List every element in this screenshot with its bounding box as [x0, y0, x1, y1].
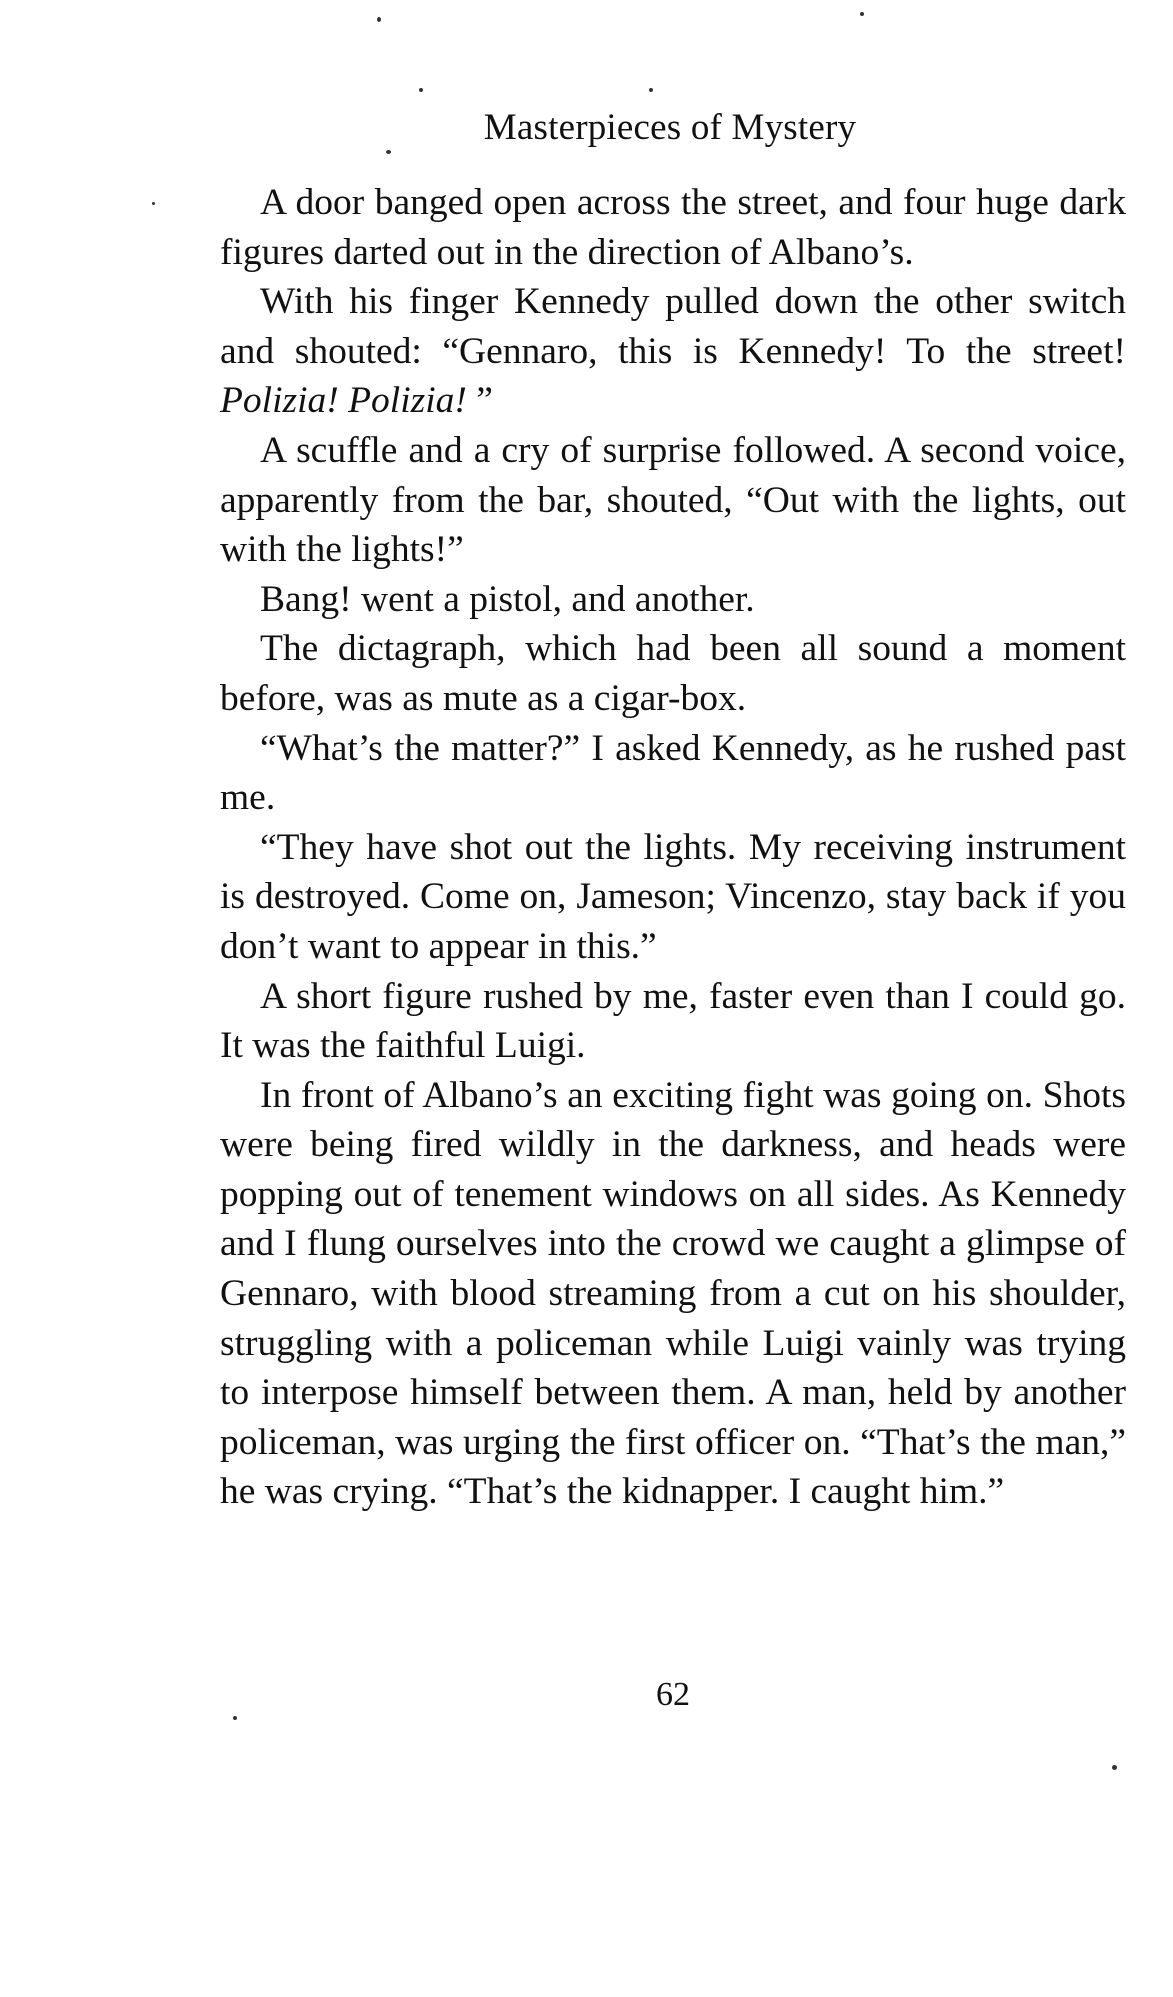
paragraph-text: A scuffle and a cry of surprise followed. A second voice, apparently from the bar, shouted, “Out with the lights, out with the lights!” — [220, 429, 1126, 571]
paragraph-text: A short figure rushed by me, faster even than I could go. It was the faithful Luigi. — [220, 975, 1126, 1067]
scan-speck — [152, 202, 155, 205]
paragraph — [220, 178, 1126, 277]
scan-speck — [649, 88, 653, 92]
paragraph-text-tail: ” — [466, 380, 493, 422]
paragraph — [220, 277, 1126, 426]
paragraph-text: “They have shot out the lights. My receiving instrument is destroyed. Come on, Jameson; Vincenzo, stay back if you don’t want to appear in this.” — [220, 826, 1126, 967]
paragraph — [220, 972, 1126, 1071]
paragraph-text: The dictagraph, which had been all sound a moment before, was as mute as a cigar-box. — [220, 628, 1126, 719]
paragraph-text: A door banged open across the street, and four huge dark figures darted out in the direction of Albano’s. — [220, 182, 1126, 273]
paragraph — [220, 624, 1126, 723]
paragraph — [220, 426, 1126, 575]
paragraph — [220, 724, 1126, 823]
scan-speck — [419, 88, 423, 92]
page-number: 62 — [656, 1676, 690, 1713]
paragraph-text: “What’s the matter?” I asked Kennedy, as he rushed past me. — [220, 727, 1126, 819]
scan-speck — [233, 1716, 237, 1720]
italic-text: Polizia! Polizia! — [220, 380, 467, 422]
scan-speck — [1112, 1765, 1117, 1770]
paragraph-text: Bang! went a pistol, and another. — [260, 578, 755, 620]
paragraph — [220, 1071, 1126, 1517]
paragraph — [220, 823, 1126, 972]
paragraph — [220, 575, 1126, 625]
body-text — [220, 178, 1126, 1517]
paragraph-text: With his finger Kennedy pulled down the other switch and shouted: “Gennaro, this is Kennedy! To the street! — [220, 281, 1126, 372]
running-head: Masterpieces of Mystery — [483, 107, 857, 148]
scan-speck — [377, 17, 381, 22]
scan-speck — [860, 12, 864, 16]
scan-speck — [386, 150, 391, 154]
paragraph-text: In front of Albano’s an exciting fight was going on. Shots were being fired wildly in the darkness, and heads were popping out of tenement windows on all sides. As Kennedy and I flung ourselves into the crowd we caught a glimpse of Gennaro, with blood streaming from a cut on his shoulder, struggling with a policeman while Luigi vainly was trying to interpose himself between them. A man, held by another policeman, was urging the first officer on. “That’s the man,” he was crying. “That’s the kidnapper. I caught him.” — [220, 1074, 1126, 1513]
